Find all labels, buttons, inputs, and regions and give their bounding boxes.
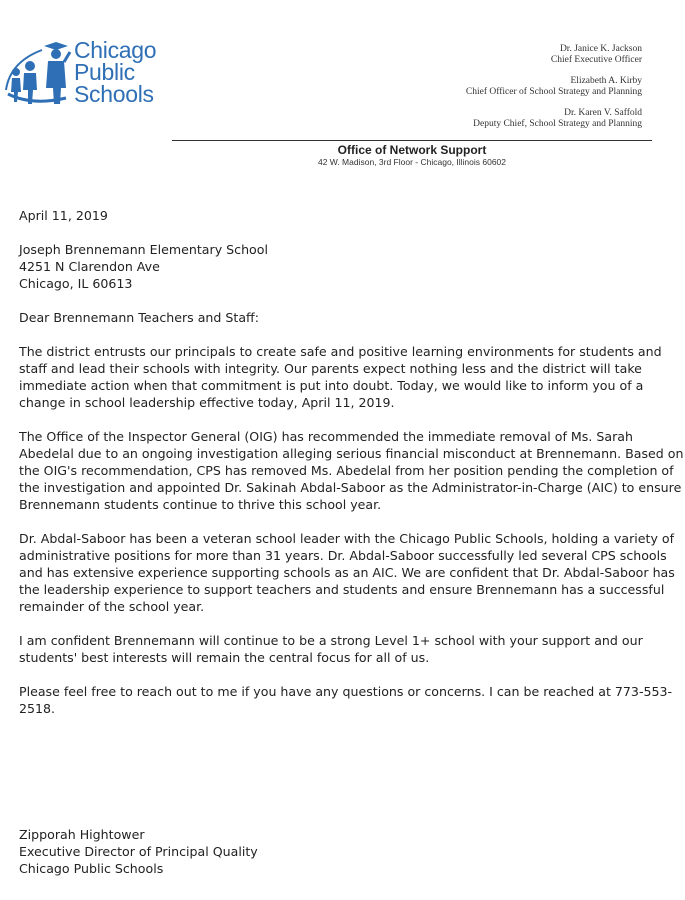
official-name: Dr. Janice K. Jackson: [559, 44, 642, 54]
letter-date: April 11, 2019: [19, 208, 108, 223]
text-line: 2518.: [19, 701, 56, 716]
salutation: Dear Brennemann Teachers and Staff:: [19, 310, 259, 325]
text-line: the OIG's recommendation, CPS has removed Ms. Abedelal from her position pending the completion of: [19, 463, 674, 478]
text-line: Please feel free to reach out to me if you have any questions or concerns. I can be reached at 773-553-: [19, 684, 673, 699]
text-line: The Office of the Inspector General (OIG) has recommended the immediate removal of Ms. Sarah: [19, 429, 633, 444]
recipient-line: Chicago, IL 60613: [19, 276, 133, 291]
paragraph: [19, 428, 684, 513]
official-name: Dr. Karen V. Saffold: [564, 108, 642, 118]
logo-word: Chicago: [74, 37, 157, 63]
paragraph: [19, 530, 675, 615]
logo-word: Public: [74, 59, 135, 85]
text-line: I am confident Brennemann will continue to be a strong Level 1+ school with your support and our: [19, 633, 643, 648]
official: [466, 108, 642, 130]
official-title: Chief Officer of School Strategy and Planning: [465, 87, 642, 97]
signer-organization: Chicago Public Schools: [19, 861, 164, 876]
official-title: Chief Executive Officer: [550, 55, 642, 65]
text-line: Brennemann students continue to thrive this school year.: [19, 497, 382, 512]
office-title: Office of Network Support: [337, 143, 487, 157]
text-line: Abedelal due to an ongoing investigation alleging serious financial misconduct at Brennemann. Based on: [19, 446, 684, 461]
officials-list: [466, 44, 642, 140]
official: [466, 76, 642, 98]
text-line: the investigation and appointed Dr. Sakinah Abdal-Saboor as the Administrator-in-Charge (AIC) to ensure: [19, 480, 682, 495]
recipient-line: 4251 N Clarendon Ave: [19, 259, 160, 274]
recipient-address: [19, 241, 659, 292]
office-address: 42 W. Madison, 3rd Floor - Chicago, Illinois 60602: [317, 157, 507, 167]
paragraph: [19, 683, 673, 717]
text-line: change in school leadership effective today, April 11, 2019.: [19, 395, 395, 410]
letter-body: [19, 207, 684, 734]
cps-logo: [2, 32, 177, 112]
text-line: immediate action when that commitment is put into doubt. Today, we would like to inform you of a: [19, 378, 644, 393]
figures-logo-icon: [2, 32, 74, 112]
official-title: Deputy Chief, School Strategy and Planning: [473, 119, 642, 129]
text-line: and has extensive experience supporting schools as an AIC. We are confident that Dr. Abdal-Saboor has: [19, 565, 675, 580]
paragraph: [19, 632, 659, 666]
logo-word: Schools: [74, 81, 154, 107]
text-line: the leadership experience to support teachers and students and ensure Brennemann has a successful: [19, 582, 665, 597]
recipient-line: Joseph Brennemann Elementary School: [19, 242, 268, 257]
text-line: staff and lead their schools with integrity. Our parents expect nothing less and the district will take: [19, 361, 642, 376]
header-divider: [172, 140, 652, 141]
text-line: students' best interests will remain the central focus for all of us.: [19, 650, 430, 665]
text-line: remainder of the school year.: [19, 599, 205, 614]
text-line: administrative positions for more than 31 years. Dr. Abdal-Saboor successfully led several CPS schools: [19, 548, 667, 563]
office-block: [172, 143, 652, 168]
official: [466, 44, 642, 66]
signature-block: [19, 826, 258, 877]
signer-title: Executive Director of Principal Quality: [19, 844, 258, 859]
text-line: Dr. Abdal-Saboor has been a veteran school leader with the Chicago Public Schools, holding a variety of: [19, 531, 675, 546]
text-line: The district entrusts our principals to create safe and positive learning environments for students and: [19, 344, 662, 359]
logo-wordmark: [74, 39, 156, 105]
signer-name: Zipporah Hightower: [19, 827, 145, 842]
official-name: Elizabeth A. Kirby: [570, 76, 642, 86]
paragraph: [19, 343, 662, 411]
